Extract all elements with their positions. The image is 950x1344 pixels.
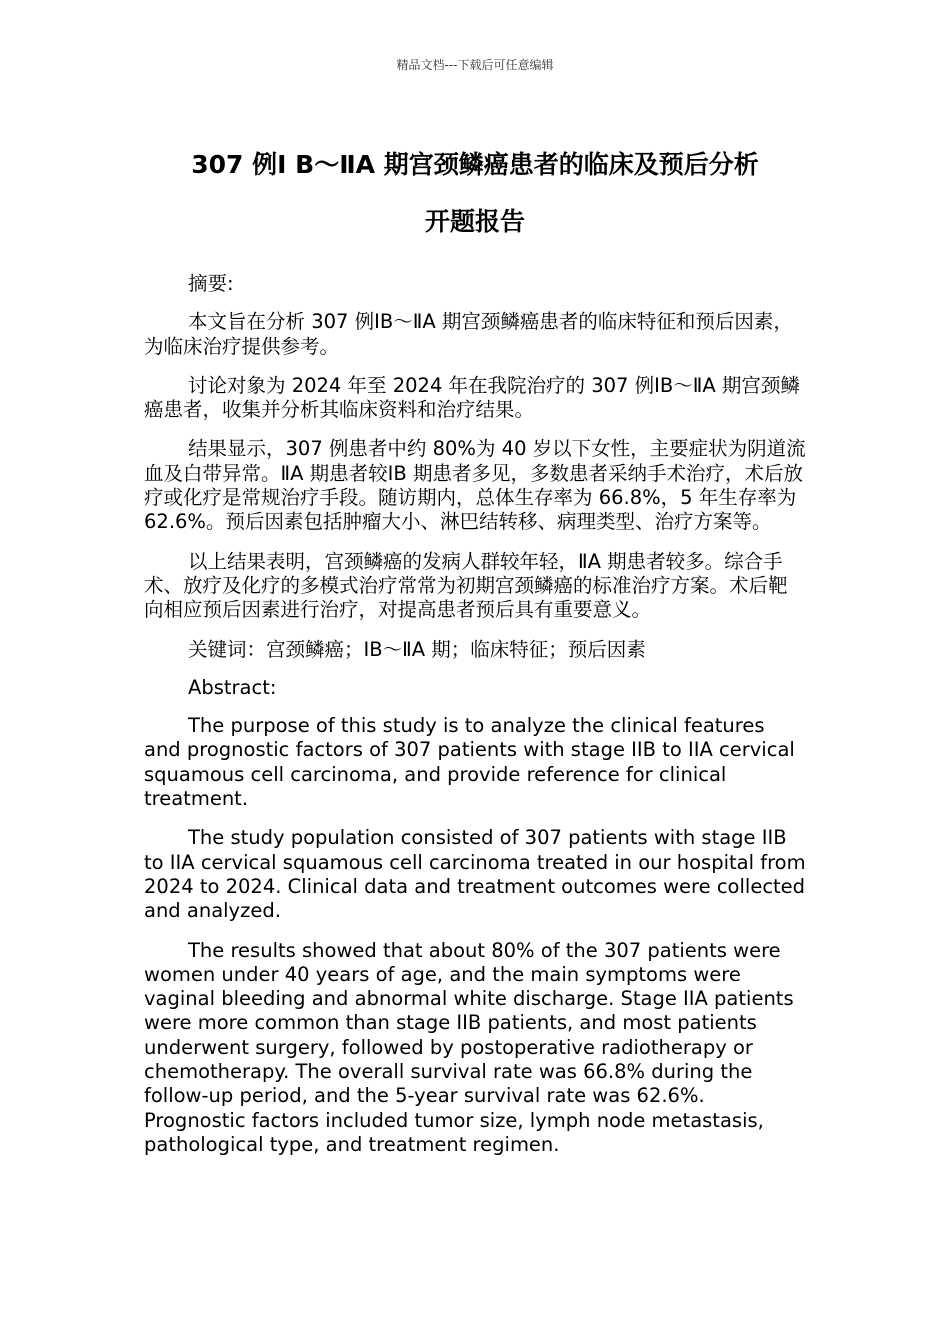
zh-paragraph-subjects: 讨论对象为 2024 年至 2024 年在我院治疗的 307 例ⅠB～ⅡA 期宫颈鳞癌患者，收集并分析其临床资料和治疗结果。 [144, 373, 800, 422]
zh-paragraph-conclusion: 以上结果表明，宫颈鳞癌的发病人群较年轻，ⅡA 期患者较多。综合手术、放疗及化疗的多模式治疗常常为初期宫颈鳞癌的标准治疗方案。术后靶向相应预后因素进行治疗，对提高患者预后具有重要意义。 [144, 549, 788, 622]
document-title [120, 136, 830, 250]
title-line-1: 307 例Ⅰ B～ⅡA 期宫颈鳞癌患者的临床及预后分析 [191, 150, 759, 179]
en-paragraph-results: The results showed that about 80% of the 307 patients were women under 40 years of age, and the main symptoms were vaginal bleeding and abnormal white discharge. Stage IIA patients were more common than stage IIB patients, and most patients underwent surgery, followed by postoperative radiotherapy or chemotherapy. The overall survival rate was 66.8% during the follow-up period, and the 5-year survival rate was 62.6%. Prognostic factors included tumor size, lymph node metastasis, pathological type, and treatment regimen. [144, 938, 794, 1156]
title-line-2: 开题报告 [424, 207, 525, 236]
en-paragraph-purpose: The purpose of this study is to analyze the clinical features and prognostic factors of 307 patients with stage IIB to IIA cervical squamous cell carcinoma, and provide reference for clinical treatment. [144, 714, 795, 811]
en-paragraph-population: The study population consisted of 307 patients with stage IIB to IIA cervical squamous cell carcinoma treated in our hospital from 2024 to 2024. Clinical data and treatment outcomes were collected and analyzed. [144, 826, 806, 923]
zh-paragraph-purpose: 本文旨在分析 307 例ⅠB～ⅡA 期宫颈鳞癌患者的临床特征和预后因素，为临床治疗提供参考。 [144, 310, 793, 358]
document-body [144, 272, 806, 1172]
abstract-en-label: Abstract: [188, 675, 277, 699]
header-note: 精品文档---下载后可任意编辑 [396, 58, 554, 72]
abstract-label: 摘要: [188, 272, 234, 295]
zh-paragraph-results: 结果显示，307 例患者中约 80%为 40 岁以下女性，主要症状为阴道流血及白带异常。ⅡA 期患者较ⅠB 期患者多见，多数患者采纳手术治疗，术后放疗或化疗是常规治疗手段。随访期内，总体生存率为 66.8%，5 年生存率为 62.6%。预后因素包括肿瘤大小、淋巴结转移、病理类型、治疗方案等。 [144, 437, 806, 534]
keywords: 关键词：宫颈鳞癌；ⅠB～ⅡA 期；临床特征；预后因素 [188, 637, 646, 661]
